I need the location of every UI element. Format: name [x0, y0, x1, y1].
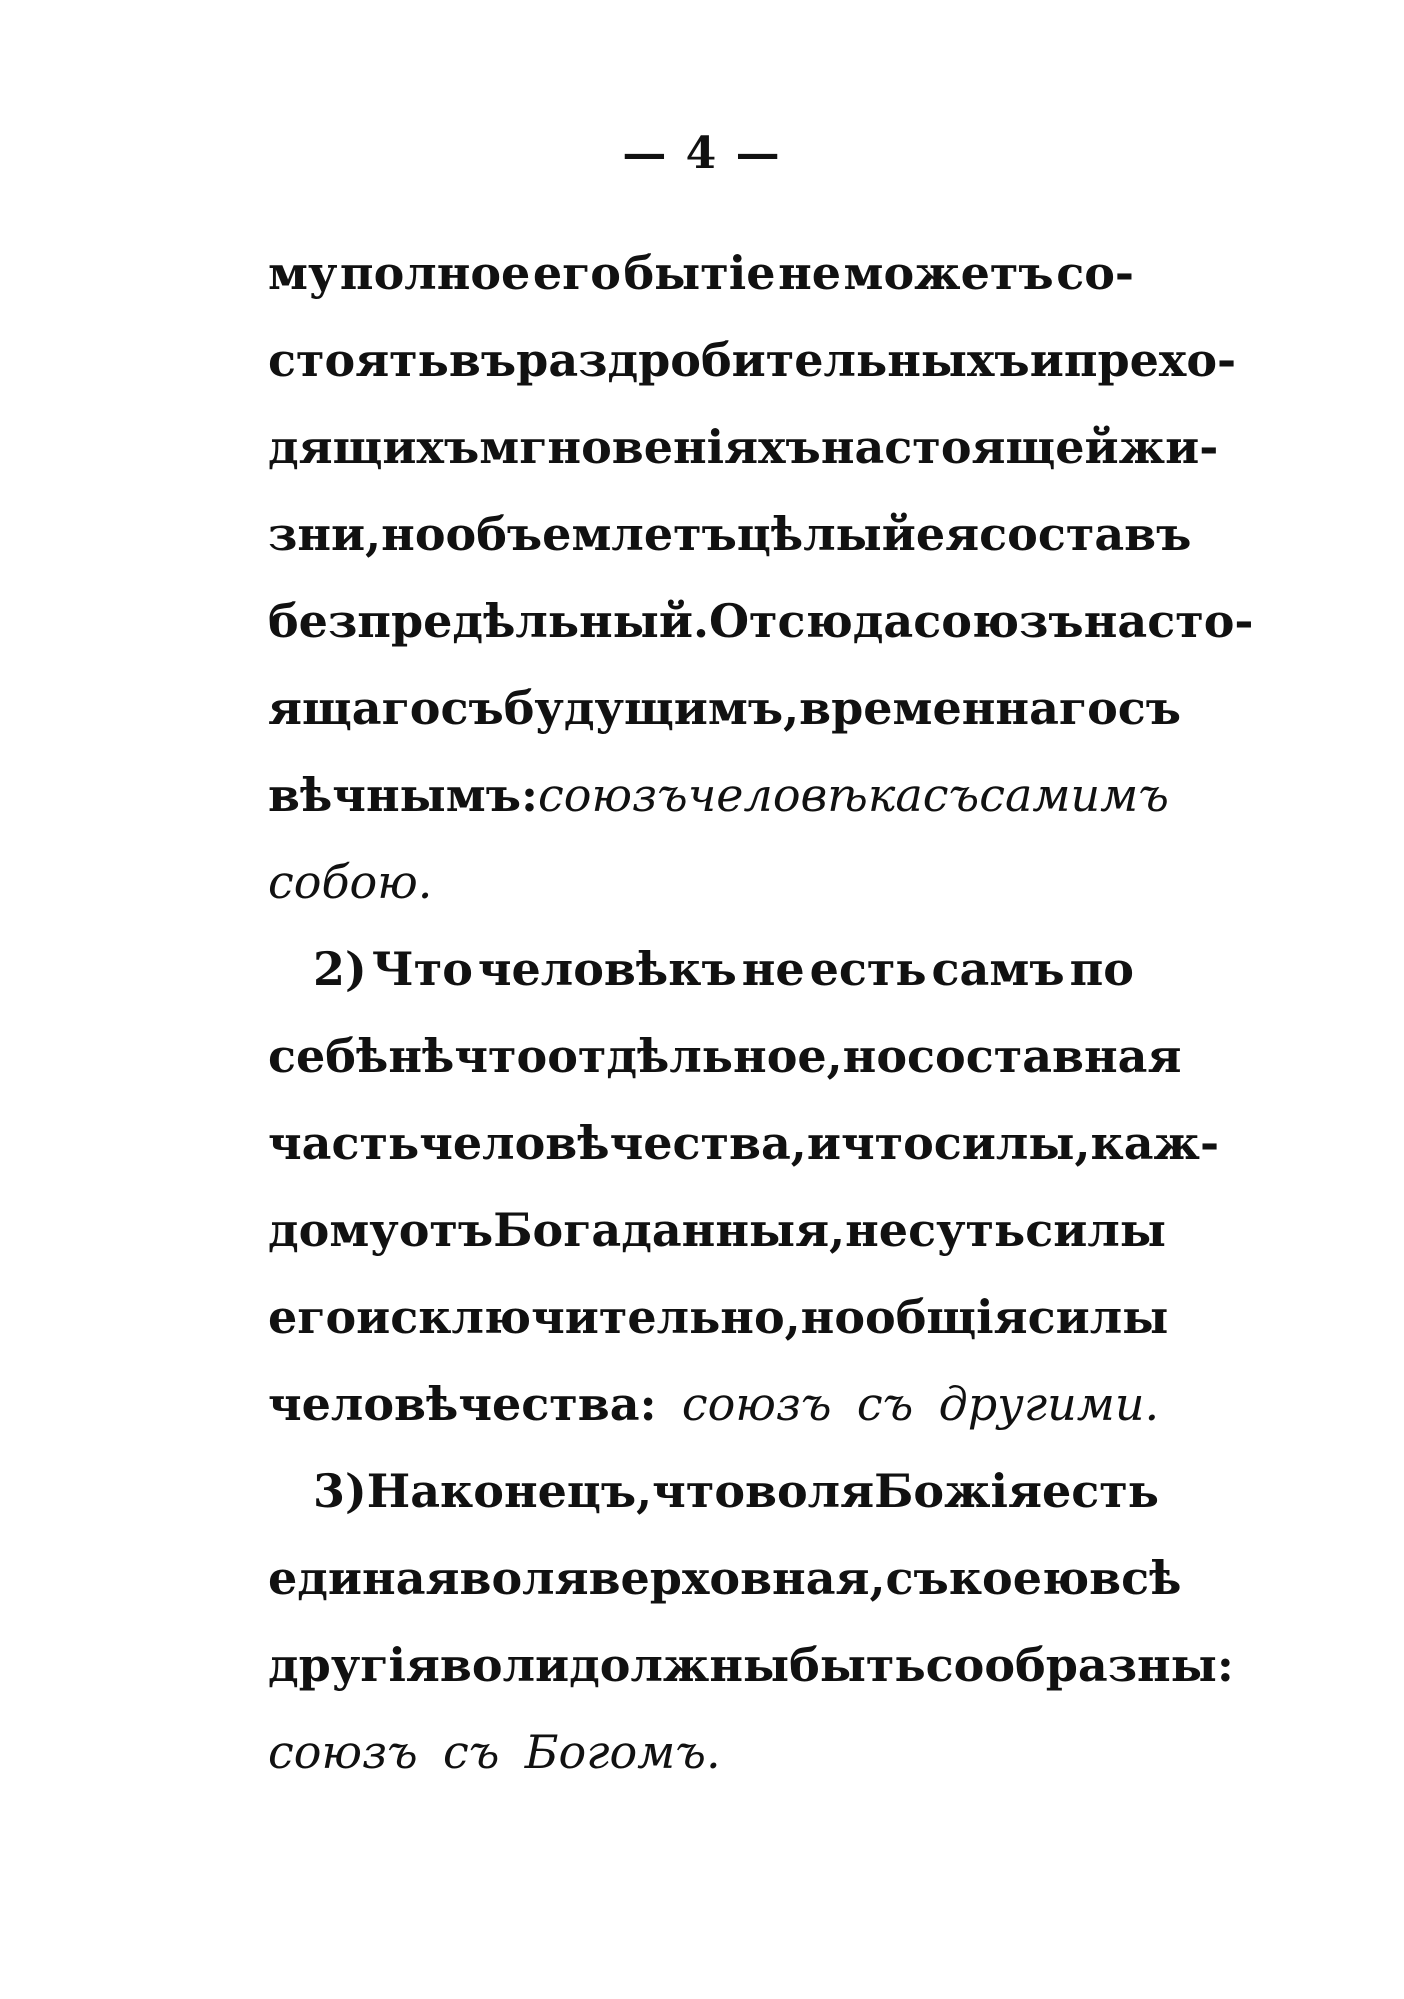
word: составная	[907, 1029, 1182, 1083]
word: силы	[1027, 1290, 1169, 1344]
word: самъ	[931, 942, 1065, 996]
word: му	[268, 246, 338, 300]
word: зни,	[268, 507, 382, 561]
word: съ	[440, 681, 504, 735]
text-line	[268, 1274, 1169, 1361]
text-line	[268, 1100, 1220, 1187]
italic-word: самимъ	[979, 768, 1169, 822]
word: бытіе	[623, 246, 776, 300]
word: насто-	[1083, 594, 1254, 648]
word: жи-	[1118, 420, 1219, 474]
word: данныя,	[621, 1203, 846, 1257]
word: всѣ	[1089, 1551, 1182, 1605]
word: коею	[948, 1551, 1090, 1605]
italic-word: союзъ	[537, 768, 688, 822]
list-number: 2)	[313, 942, 367, 996]
word: нѣчто	[388, 1029, 548, 1083]
italic-word: союзъ	[268, 1725, 418, 1779]
italic-word: Богомъ.	[524, 1725, 721, 1779]
word: часть	[268, 1116, 420, 1170]
italic-word: другими.	[938, 1377, 1160, 1431]
word: безпредѣльный.	[268, 594, 709, 648]
word: мгновеніяхъ	[479, 420, 821, 474]
word: настоящей	[820, 420, 1119, 474]
list-number: 3)	[313, 1464, 367, 1518]
word: объемлетъ	[445, 507, 737, 561]
text-line	[268, 1448, 1159, 1535]
word: ея	[915, 507, 980, 561]
word: верховная,	[588, 1551, 886, 1605]
italic-word: съ	[443, 1725, 500, 1779]
word: союзъ	[913, 594, 1084, 648]
word: Бога	[493, 1203, 622, 1257]
italic-word: союзъ	[681, 1377, 832, 1431]
word: въ	[448, 333, 517, 387]
word: исключительно,	[356, 1290, 801, 1344]
paragraph-1	[268, 230, 1254, 926]
text-line	[268, 665, 1182, 752]
word: дому	[268, 1203, 399, 1257]
text-line	[268, 317, 1237, 404]
word: съ	[1117, 681, 1182, 735]
word: силы	[1025, 1203, 1166, 1257]
word: вѣчнымъ:	[268, 768, 538, 822]
italic-word: съ	[856, 1377, 914, 1431]
text-line	[268, 1013, 1182, 1100]
word: сообразны:	[925, 1638, 1234, 1692]
text-line	[268, 578, 1254, 665]
word: стоять	[268, 333, 449, 387]
text-line	[268, 1187, 1166, 1274]
word: человѣчества,	[419, 1116, 807, 1170]
word: есть	[809, 942, 927, 996]
text-line	[268, 752, 1169, 839]
text-line	[268, 1622, 1234, 1709]
word: человѣчества:	[268, 1377, 657, 1431]
word: будущимъ,	[503, 681, 800, 735]
word: не	[741, 942, 805, 996]
word: другія	[268, 1638, 440, 1692]
word: со-	[1056, 246, 1134, 300]
word: что	[840, 1116, 934, 1170]
word: человѣкъ	[477, 942, 737, 996]
paragraph-2	[268, 926, 1220, 1448]
word: единая	[268, 1551, 460, 1605]
text-body	[268, 230, 1254, 1796]
word: Отсюда	[708, 594, 914, 648]
word: цѣлый	[736, 507, 916, 561]
word: но	[842, 1029, 908, 1083]
word: прехо-	[1063, 333, 1237, 387]
word: быть	[789, 1638, 926, 1692]
italic-word: человѣка	[687, 768, 923, 822]
word: и	[1029, 333, 1064, 387]
text-line	[268, 230, 1134, 317]
word: суть	[908, 1203, 1026, 1257]
word: силы,	[933, 1116, 1091, 1170]
word: ящаго	[268, 681, 441, 735]
word: полное	[339, 246, 531, 300]
text-line	[268, 404, 1219, 491]
word: не	[845, 1203, 909, 1257]
italic-word: съ	[922, 768, 980, 822]
word: каж-	[1090, 1116, 1220, 1170]
word: Божія	[874, 1464, 1042, 1518]
word: раздробительныхъ	[516, 333, 1030, 387]
word: есть	[1042, 1464, 1159, 1518]
paragraph-3	[268, 1448, 1234, 1796]
word: Что	[371, 942, 473, 996]
word: временнаго	[799, 681, 1118, 735]
text-line	[268, 926, 1134, 1013]
word: должны	[569, 1638, 790, 1692]
word: себѣ	[268, 1029, 389, 1083]
word: не	[778, 246, 841, 300]
text-line	[268, 1709, 1134, 1796]
word: общія	[865, 1290, 1028, 1344]
word: воля	[459, 1551, 589, 1605]
word: отдѣльное,	[547, 1029, 843, 1083]
word: его	[268, 1290, 357, 1344]
word: его	[532, 246, 621, 300]
italic-word: собою.	[268, 855, 433, 909]
text-line	[268, 839, 1134, 926]
text-line	[268, 491, 1192, 578]
word: можетъ	[843, 246, 1054, 300]
word: но	[381, 507, 446, 561]
word: составъ	[979, 507, 1192, 561]
word: отъ	[398, 1203, 494, 1257]
text-line	[268, 1535, 1182, 1622]
word: дящихъ	[268, 420, 480, 474]
word: воли	[439, 1638, 570, 1692]
word: и	[806, 1116, 841, 1170]
word: воля	[745, 1464, 875, 1518]
word: что	[652, 1464, 746, 1518]
word: съ	[885, 1551, 949, 1605]
word: по	[1069, 942, 1134, 996]
text-line	[268, 1361, 1160, 1448]
page-number: — 4 —	[622, 128, 782, 179]
word: но	[800, 1290, 866, 1344]
word: Наконецъ,	[366, 1464, 653, 1518]
